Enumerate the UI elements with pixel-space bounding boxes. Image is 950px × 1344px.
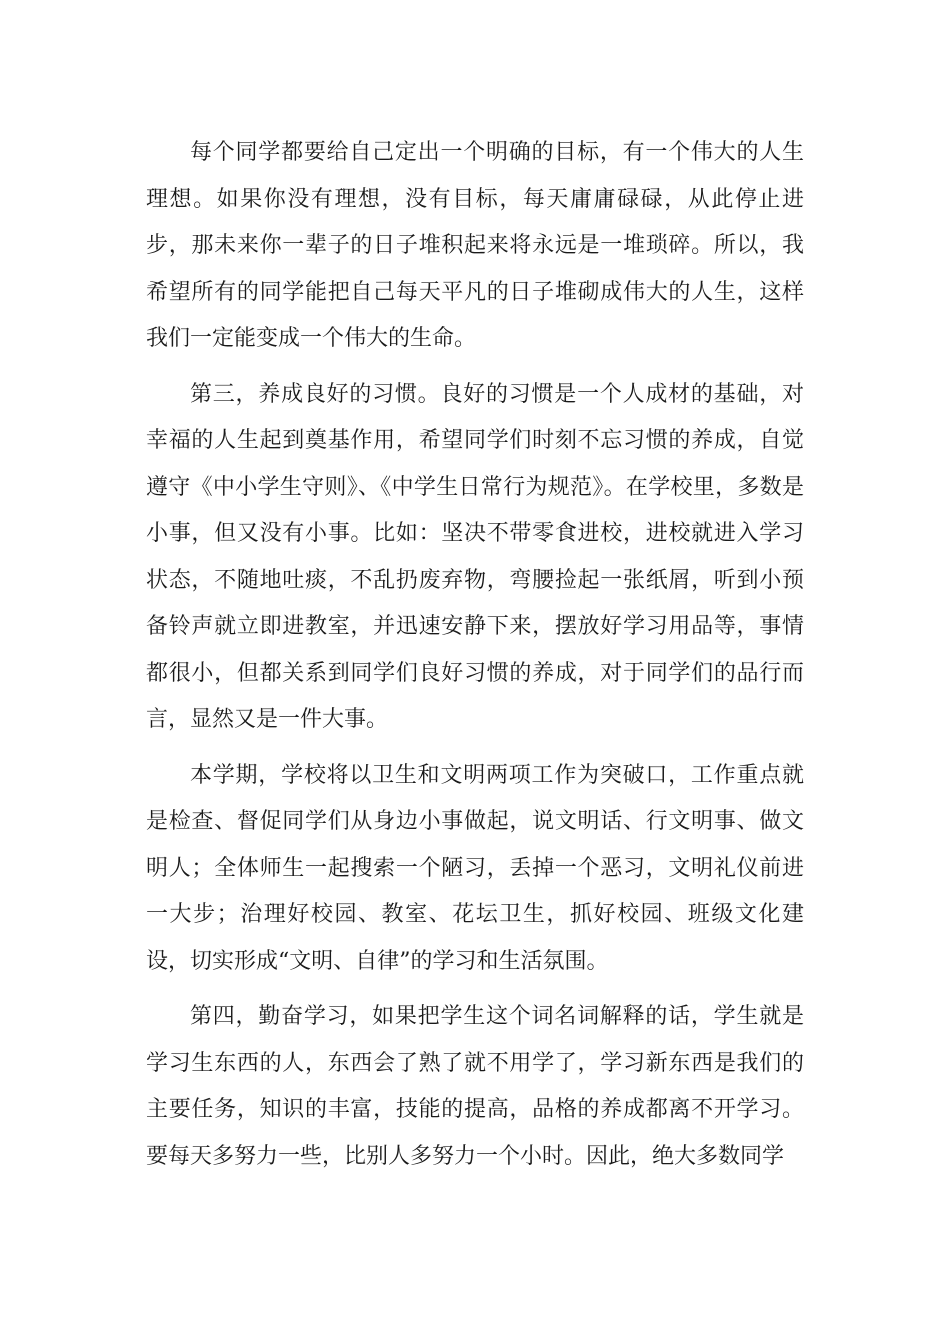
paragraph-habits: 第三，养成良好的习惯。良好的习惯是一个人成材的基础，对幸福的人生起到奠基作用，希望同学们时刻不忘习惯的养成，自觉遵守《中小学生守则》、《中学生日常行为规范》。在学校里，多数是小事，但又没有小事。比如：坚决不带零食进校，进校就进入学习状态，不随地吐痰，不乱扔废弃物，弯腰捡起一张纸屑，听到小预备铃声就立即进教室，并迅速安静下来，摆放好学习用品等，事情都很小，但都关系到同学们良好习惯的养成，对于同学们的品行而言，显然又是一件大事。 — [146, 381, 804, 732]
paragraph-semester: 本学期，学校将以卫生和文明两项工作为突破口，工作重点就是检查、督促同学们从身边小事做起，说文明话、行文明事、做文明人；全体师生一起搜索一个陋习，丢掉一个恶习，文明礼仪前进一大步；治理好校园、教室、花坛卫生，抓好校园、班级文化建设，切实形成“文明、自律”的学习和生活氛围。 — [146, 762, 804, 974]
paragraph-study: 第四，勤奋学习，如果把学生这个词名词解释的话，学生就是学习生东西的人，东西会了熟了就不用学了，学习新东西是我们的主要任务，知识的丰富，技能的提高，品格的养成都离不开学习。要每天多努力一些，比别人多努力一个小时。因此，绝大多数同学 — [146, 1004, 804, 1169]
document-body — [146, 130, 804, 1189]
paragraph-goals: 每个同学都要给自己定出一个明确的目标，有一个伟大的人生理想。如果你没有理想，没有目标，每天庸庸碌碌，从此停止进步，那未来你一辈子的日子堆积起来将永远是一堆琐碎。所以，我希望所有的同学能把自己每天平凡的日子堆砌成伟大的人生，这样我们一定能变成一个伟大的生命。 — [146, 140, 804, 351]
